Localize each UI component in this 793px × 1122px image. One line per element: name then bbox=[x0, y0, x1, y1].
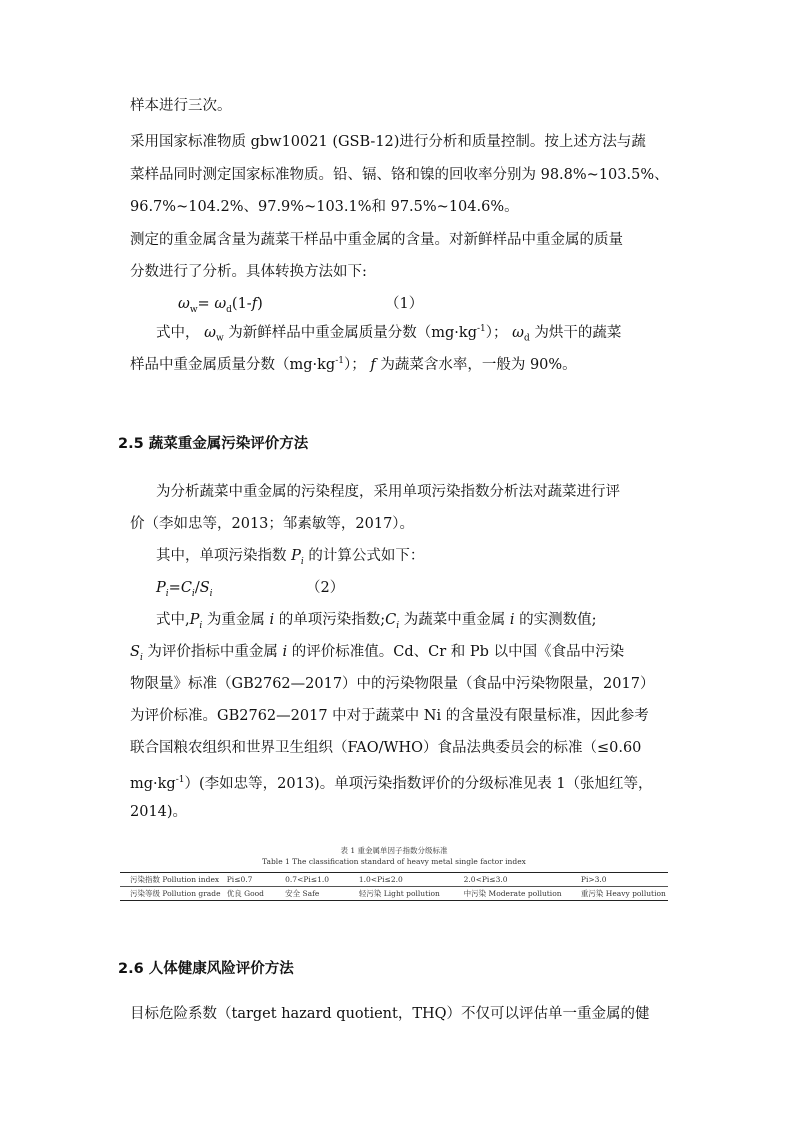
text-line: 联合国粮农组织和世界卫生组织（FAO/WHO）食品法典委员会的标准（≤0.60 bbox=[130, 740, 642, 756]
table-cell: 重污染 Heavy pollution bbox=[580, 889, 666, 898]
table-row bbox=[120, 886, 668, 900]
section-heading: 2.5 蔬菜重金属污染评价方法 bbox=[118, 436, 309, 452]
text-line: 96.7%~104.2%、97.9%~103.1%和 97.5%~104.6%。 bbox=[130, 199, 519, 215]
text-line: 物限量》标准（GB2762—2017）中的污染物限量（食品中污染物限量，2017） bbox=[130, 676, 655, 692]
table-cell: 1.0<Pi≤2.0 bbox=[358, 875, 403, 884]
text-line: 式中， $\omega_w$ 为新鲜样品中重金属质量分数$(mg\cdot kg^{-1})$； $\omega_d$ 为烘干的蔬菜 bbox=[156, 324, 622, 344]
section-heading: 2.6 人体健康风险评价方法 bbox=[118, 961, 294, 977]
formula-2-number: （2） bbox=[306, 580, 345, 596]
table-caption-en: Table 1 The classification standard of heavy metal single factor index bbox=[262, 857, 526, 866]
text-line: 为分析蔬菜中重金属的污染程度，采用单项污染指数分析法对蔬菜进行评 bbox=[156, 484, 620, 500]
table-cell: 2.0<Pi≤3.0 bbox=[463, 875, 508, 884]
table-cell: Pi>3.0 bbox=[580, 875, 607, 884]
formula-1-number: （1） bbox=[385, 296, 424, 312]
text-line: 采用国家标准物质 gbw10021 (GSB-12)进行分析和质量控制。按上述方法与蔬 bbox=[130, 134, 646, 150]
text-line: 菜样品同时测定国家标准物质。铅、镉、铬和镍的回收率分别为 98.8%~103.5%、 bbox=[130, 167, 669, 183]
table-cell: 中污染 Moderate pollution bbox=[463, 889, 562, 898]
table-cell: 0.7<Pi≤1.0 bbox=[285, 875, 330, 884]
text-line: 2014)。 bbox=[130, 804, 188, 820]
text-line: 分数进行了分析。具体转换方法如下: bbox=[130, 264, 367, 280]
table-cell: 轻污染 Light pollution bbox=[358, 889, 440, 898]
table-cell: Pi≤0.7 bbox=[226, 875, 253, 884]
formula-2: $P_i=C_i/S_i$ bbox=[156, 580, 213, 599]
table-cell: 安全 Safe bbox=[285, 889, 320, 898]
text-line: 其中，单项污染指数 $P_i$ 的计算公式如下： bbox=[156, 548, 425, 567]
table-cell: 污染等级 Pollution grade bbox=[130, 889, 221, 898]
table-caption-cn: 表 1 重金属单因子指数分级标准 bbox=[340, 846, 448, 855]
text-line: $mg\cdot kg^{-1}$）(李如忠等，2013)。单项污染指数评价的分级标准见表 1（张旭红等， bbox=[130, 775, 653, 792]
table-row bbox=[120, 873, 668, 886]
table-cell: 污染指数 Pollution index bbox=[130, 875, 220, 884]
text-line: $S_i$ 为评价指标中重金属 i 的评价标准值。Cd、Cr 和 Pb 以中国《食品中污染 bbox=[130, 644, 625, 663]
text-line: 样本进行三次。 bbox=[130, 98, 232, 114]
classification-table bbox=[120, 872, 668, 901]
text-line: 价（李如忠等，2013；邹素敏等，2017）。 bbox=[130, 516, 415, 532]
text-line: 目标危险系数（target hazard quotient，THQ）不仅可以评估单一重金属的健 bbox=[130, 1006, 650, 1022]
text-line: 为评价标准。GB2762—2017 中对于蔬菜中 Ni 的含量没有限量标准，因此参考 bbox=[130, 708, 649, 724]
text-line: 式中$,P_i$ 为重金属 i 的单项污染指数$;C_i$ 为蔬菜中重金属 i 的实测数值; bbox=[156, 612, 597, 631]
text-line: 测定的重金属含量为蔬菜干样品中重金属的含量。对新鲜样品中重金属的质量 bbox=[130, 232, 623, 248]
formula-1: $\omega_w= \omega_d(1-f)$ bbox=[178, 296, 263, 315]
table-cell: 优良 Good bbox=[226, 889, 264, 898]
text-line: 样品中重金属质量分数$(mg\cdot kg^{-1})$； f 为蔬菜含水率，一般为 90%。 bbox=[130, 356, 577, 373]
